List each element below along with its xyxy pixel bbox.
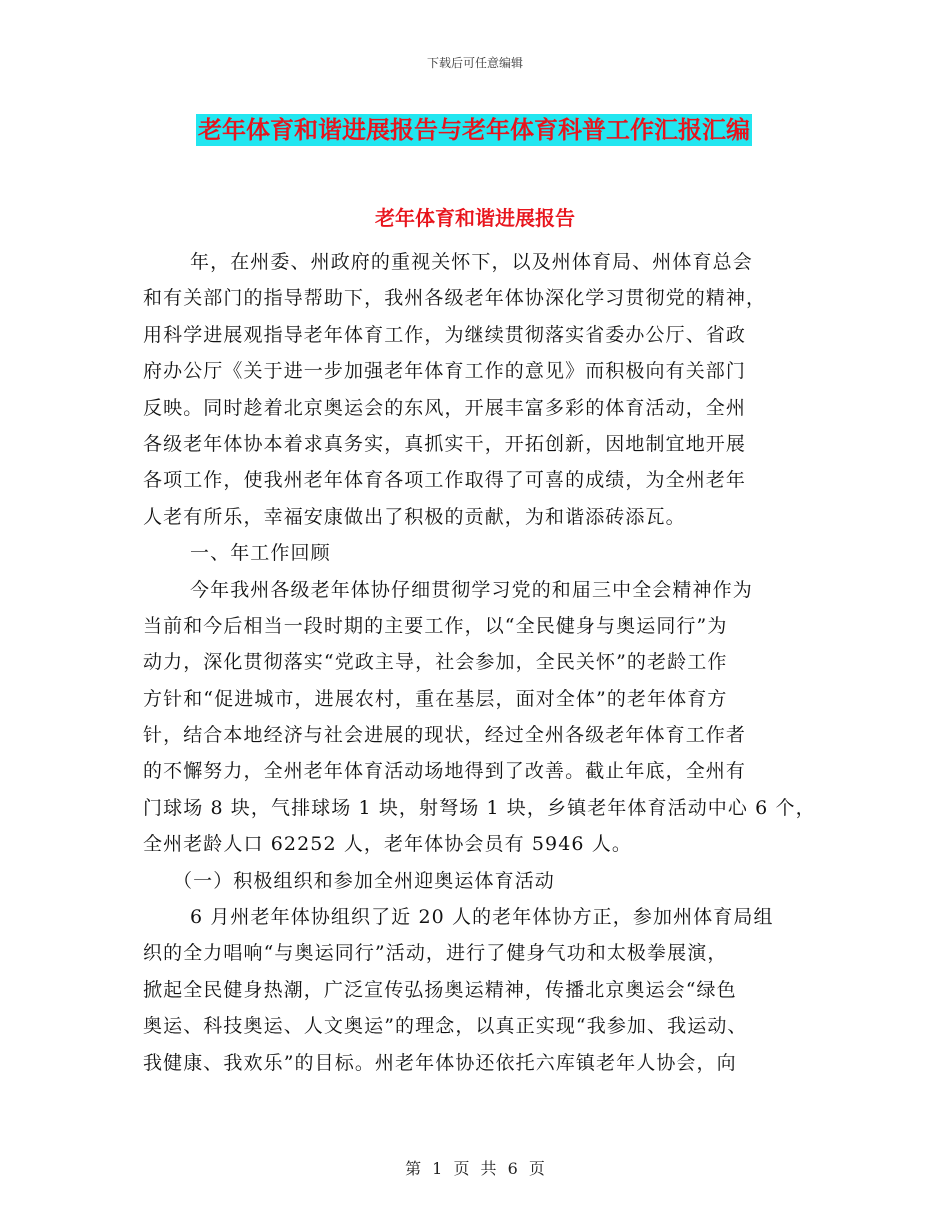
header-note: 下载后可任意编辑 bbox=[426, 56, 523, 70]
paragraph-line: 6 月州老年体协组织了近 20 人的老年体协方正，参加州体育局组 bbox=[190, 906, 774, 929]
paragraph-line: 我健康、我欢乐”的目标。州老年体协还依托六库镇老年人协会，向 bbox=[143, 1051, 737, 1074]
section-heading: 一、年工作回顾 bbox=[190, 542, 331, 565]
body-text bbox=[143, 244, 816, 1081]
document-main-title: 老年体育和谐进展报告与老年体育科普工作汇报汇编 bbox=[198, 116, 750, 144]
paragraph-line: 动力，深化贯彻落实“党政主导，社会参加，全民关怀”的老龄工作 bbox=[143, 651, 728, 674]
paragraph-line: 各级老年体协本着求真务实，真抓实干，开拓创新，因地制宜地开展 bbox=[143, 432, 747, 455]
paragraph-line: 府办公厅《关于进一步加强老年体育工作的意见》而积极向有关部门 bbox=[143, 360, 747, 383]
paragraph-line: 各项工作，使我州老年体育各项工作取得了可喜的成绩，为全州老年 bbox=[143, 469, 747, 492]
paragraph-line: 奥运、科技奥运、人文奥运”的理念，以真正实现“我参加、我运动、 bbox=[143, 1015, 748, 1038]
paragraph-line: 的不懈努力，全州老年体育活动场地得到了改善。截止年底，全州有 bbox=[143, 760, 747, 783]
paragraph-line: 和有关部门的指导帮助下，我州各级老年体协深化学习贯彻党的精神， bbox=[143, 287, 767, 310]
paragraph-line: 织的全力唱响“与奥运同行”活动，进行了健身气功和太极拳展演， bbox=[143, 942, 728, 965]
paragraph-line: 针，结合本地经济与社会进展的现状，经过全州各级老年体育工作者 bbox=[143, 724, 747, 747]
page-footer: 第 1 页 共 6 页 bbox=[405, 1159, 545, 1178]
paragraph-line: 用科学进展观指导老年体育工作，为继续贯彻落实省委办公厅、省政 bbox=[143, 323, 747, 346]
paragraph-line: 全州老龄人口 62252 人，老年体协会员有 5946 人。 bbox=[143, 833, 632, 856]
paragraph-line: 方针和“促进城市，进展农村，重在基层，面对全体”的老年体育方 bbox=[143, 687, 728, 710]
report-subtitle: 老年体育和谐进展报告 bbox=[375, 206, 575, 230]
paragraph-line: 反映。同时趁着北京奥运会的东风，开展丰富多彩的体育活动，全州 bbox=[143, 396, 747, 419]
paragraph-line: 人老有所乐，幸福安康做出了积极的贡献，为和谐添砖添瓦。 bbox=[143, 505, 686, 528]
paragraph-line: 今年我州各级老年体协仔细贯彻学习党的和届三中全会精神作为 bbox=[190, 578, 753, 601]
paragraph-line: 年，在州委、州政府的重视关怀下，以及州体育局、州体育总会 bbox=[190, 251, 753, 273]
paragraph-line: 掀起全民健身热潮，广泛宣传弘扬奥运精神，传播北京奥运会“绿色 bbox=[143, 978, 737, 1001]
paragraph-line: 当前和今后相当一段时期的主要工作，以“全民健身与奥运同行”为 bbox=[143, 614, 728, 637]
paragraph-line: 门球场 8 块，气排球场 1 块，射弩场 1 块，乡镇老年体育活动中心 6 个， bbox=[143, 796, 816, 819]
subsection-heading: （一）积极组织和参加全州迎奥运体育活动 bbox=[173, 869, 555, 892]
